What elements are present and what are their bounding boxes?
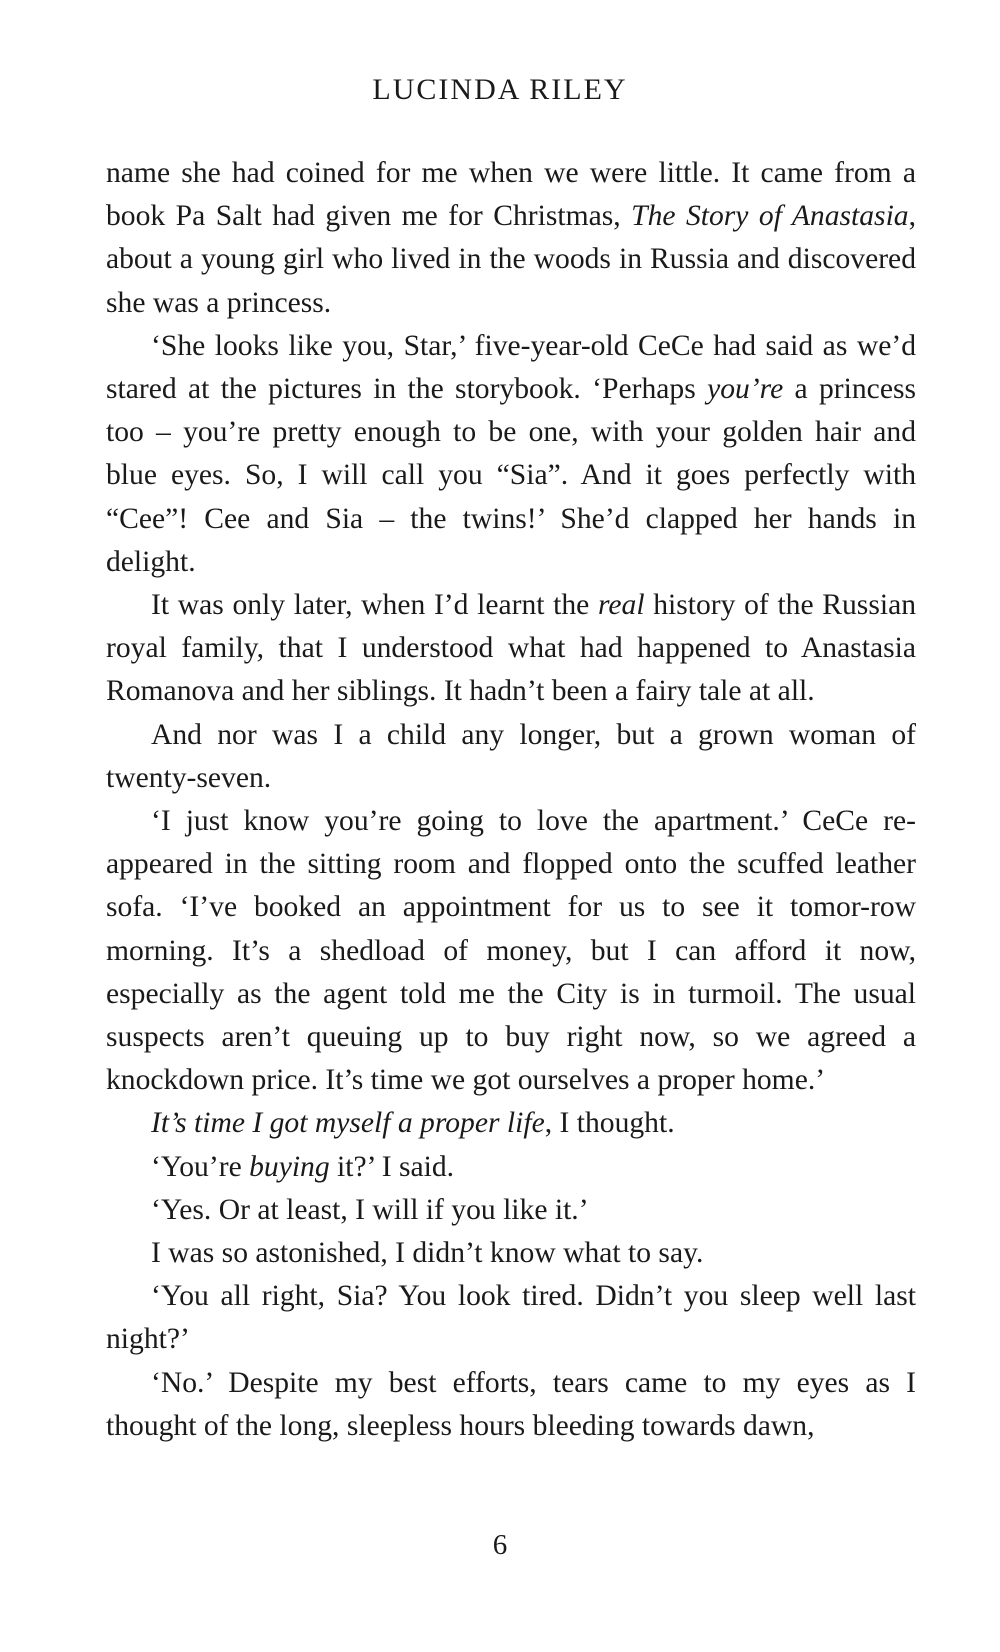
text-run: And nor was I a child any longer, but a grown woman of twenty-seven. xyxy=(106,718,916,794)
text-run: , I thought. xyxy=(544,1107,675,1140)
paragraph xyxy=(106,152,916,325)
italic-text: buying xyxy=(249,1150,330,1183)
italic-text: you’re xyxy=(707,373,784,406)
paragraph xyxy=(106,1102,916,1145)
running-head: LUCINDA RILEY xyxy=(372,73,628,106)
paragraph xyxy=(106,1232,916,1275)
paragraph xyxy=(106,1189,916,1232)
text-run: ‘No.’ Despite my best efforts, tears came to my eyes as I thought of the long, sleepless hours bleeding towards dawn, xyxy=(106,1366,916,1442)
italic-text: It’s time I got myself a proper life xyxy=(151,1107,545,1140)
paragraph xyxy=(106,1275,916,1361)
italic-text: real xyxy=(598,589,645,622)
paragraph xyxy=(106,714,916,800)
text-run: name she had coined for me when we were little. It came from a book Pa Salt had given me for Christmas, xyxy=(106,157,916,233)
text-run: it?’ I said. xyxy=(329,1150,455,1183)
italic-text: The Story of Anastasia xyxy=(631,200,909,233)
text-run: ‘You’re xyxy=(151,1150,250,1183)
text-run: history of the Russian royal family, that I understood what had happened to Anastasia Romanova and her siblings. It hadn’t been a fairy tale at all. xyxy=(106,589,916,708)
text-run: It was only later, when I’d learnt the xyxy=(151,589,598,622)
text-run: ‘You all right, Sia? You look tired. Didn’t you sleep well last night?’ xyxy=(106,1280,916,1356)
body-text xyxy=(106,152,916,1448)
text-run: ‘Yes. Or at least, I will if you like it.’ xyxy=(151,1193,589,1226)
text-run: ‘She looks like you, Star,’ five-year-old CeCe had said as we’d stared at the pictures in the storybook. ‘Perhaps xyxy=(106,329,916,406)
paragraph xyxy=(106,584,916,714)
text-run: I was so astonished, I didn’t know what to say. xyxy=(151,1237,704,1270)
text-run: , about a young girl who lived in the woods in Russia and discovered she was a princess. xyxy=(106,200,916,319)
paragraph xyxy=(106,800,916,1102)
paragraph xyxy=(106,1362,916,1448)
text-run: a princess too – you’re pretty enough to be one, with your golden hair and blue eyes. So, I will call you “Sia”. And it goes perfectly with “Cee”! Cee and Sia – the twins!’ She’d clapped her hands in delight. xyxy=(106,373,916,578)
page-number: 6 xyxy=(492,1529,508,1561)
paragraph xyxy=(106,1146,916,1189)
text-run: ‘I just know you’re going to love the apartment.’ CeCe re-appeared in the sitting room and flopped onto the scuffed leather sofa. ‘I’ve booked an appointment for us to see it tomor-row morning. It’s a shedload of money, but I can afford it now, especially as the agent told me the City is in turmoil. The usual suspects aren’t queuing up to buy right now, so we agreed a knockdown price. It’s time we got ourselves a proper home.’ xyxy=(106,805,916,1097)
paragraph xyxy=(106,325,916,584)
